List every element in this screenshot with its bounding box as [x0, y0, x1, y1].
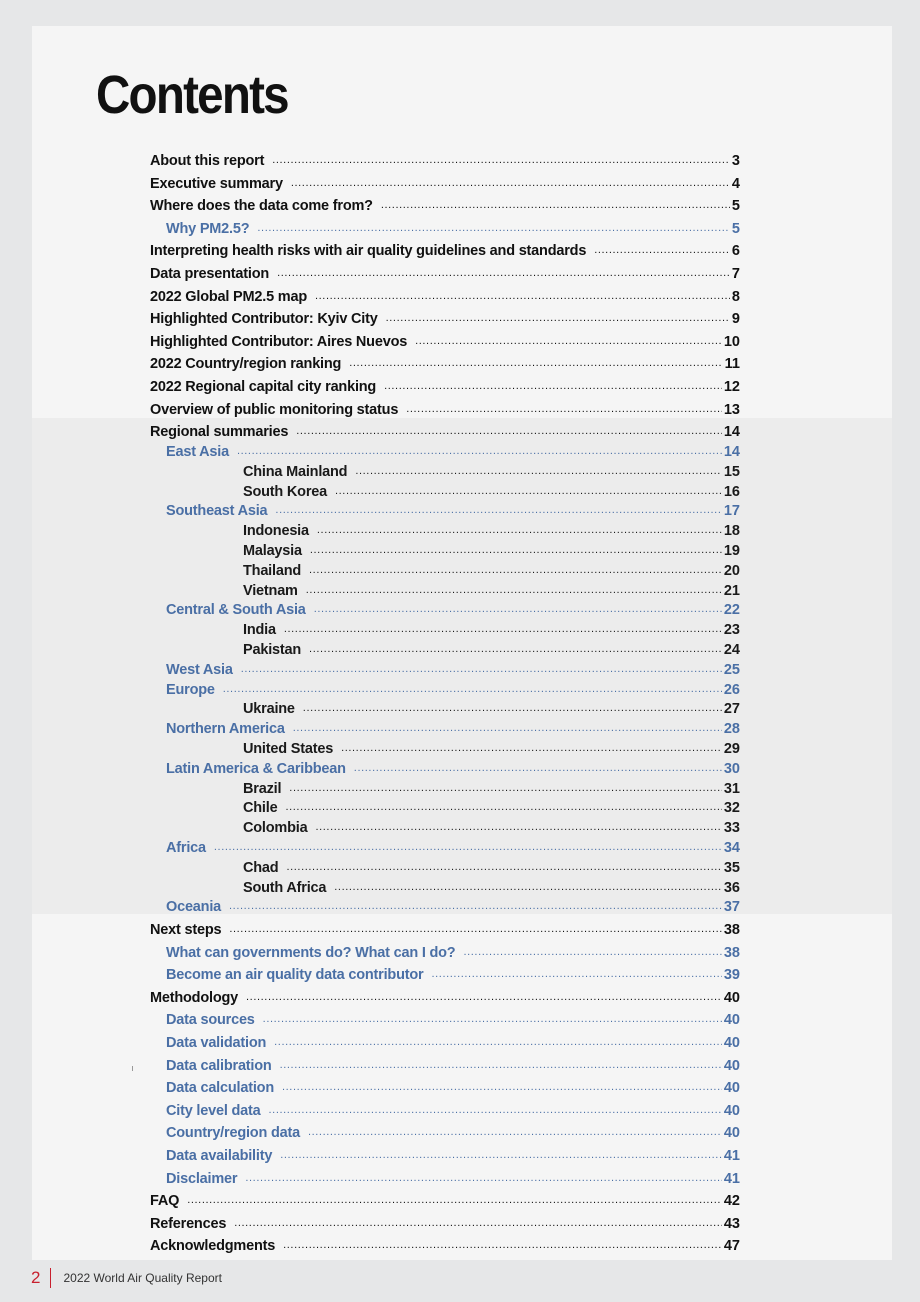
toc-entry-page: 27 — [723, 701, 740, 718]
toc-entry[interactable] — [150, 1099, 740, 1119]
toc-entry-label: Why PM2.5? — [166, 220, 250, 237]
toc-entry-page: 40 — [723, 1102, 740, 1119]
toc-leader-dots — [317, 524, 722, 536]
toc-leader-dots — [275, 504, 721, 516]
toc-leader-dots — [406, 403, 722, 415]
toc-entry-label: Brazil — [243, 780, 282, 797]
toc-entry-label: Methodology — [150, 989, 239, 1006]
page-number: 2 — [31, 1268, 41, 1287]
toc-entry-label: References — [150, 1215, 227, 1232]
toc-entry-page: 4 — [731, 175, 740, 192]
toc-entry-page: 8 — [731, 288, 740, 305]
toc-entry-page: 16 — [723, 483, 740, 500]
toc-entry-page: 24 — [723, 642, 740, 658]
toc-entry[interactable] — [150, 757, 740, 777]
toc-entry-label: Ukraine — [243, 701, 295, 718]
toc-entry[interactable] — [150, 519, 740, 539]
toc-entry[interactable] — [150, 856, 740, 876]
toc-leader-dots — [334, 881, 722, 893]
toc-leader-dots — [234, 1217, 722, 1229]
toc-entry-label: Latin America & Caribbean — [166, 760, 346, 777]
toc-entry[interactable] — [150, 1167, 740, 1187]
toc-entry-label: Pakistan — [243, 642, 302, 658]
toc-entry-label: Data sources — [166, 1012, 255, 1029]
toc-entry[interactable] — [150, 1121, 740, 1141]
toc-entry[interactable] — [150, 239, 740, 259]
toc-entry-page: 41 — [723, 1170, 740, 1187]
toc-entry-label: United States — [243, 741, 334, 757]
toc-entry-label: India — [243, 622, 276, 639]
toc-entry-label: Overview of public monitoring status — [150, 401, 399, 418]
toc-entry[interactable] — [150, 598, 740, 618]
toc-entry[interactable] — [150, 262, 740, 282]
toc-entry-label: What can governments do? What can I do? — [166, 944, 456, 961]
toc-entry-label: Next steps — [150, 922, 222, 938]
toc-entry-page: 9 — [731, 311, 740, 328]
toc-entry-label: 2022 Country/region ranking — [150, 356, 342, 373]
toc-leader-dots — [282, 1081, 722, 1093]
toc-entry[interactable] — [150, 963, 740, 983]
report-page — [32, 26, 892, 1260]
toc-entry-page: 17 — [723, 503, 740, 520]
toc-entry-page: 47 — [723, 1238, 740, 1255]
toc-entry-label: South Korea — [243, 483, 327, 500]
toc-entry-label: Data validation — [166, 1035, 267, 1051]
toc-entry-label: Africa — [166, 840, 206, 856]
toc-leader-dots — [306, 584, 722, 596]
toc-leader-dots — [314, 603, 722, 615]
toc-leader-dots — [384, 380, 722, 392]
toc-leader-dots — [263, 1013, 722, 1025]
toc-entry-label: Malaysia — [243, 543, 302, 559]
toc-entry-label: Northern America — [166, 721, 285, 738]
toc-entry-page: 10 — [723, 333, 740, 350]
toc-entry-label: East Asia — [166, 444, 229, 460]
page-footer — [31, 1266, 222, 1290]
toc-leader-dots — [285, 801, 721, 813]
toc-entry-label: Data availability — [166, 1148, 273, 1164]
toc-leader-dots — [309, 643, 722, 655]
toc-entry-label: About this report — [150, 153, 265, 169]
toc-entry-label: Country/region data — [166, 1125, 300, 1142]
toc-entry[interactable] — [150, 440, 740, 460]
toc-entry[interactable] — [150, 285, 740, 305]
toc-entry-label: Thailand — [243, 562, 302, 579]
toc-leader-dots — [274, 1036, 722, 1048]
toc-leader-dots — [284, 623, 722, 635]
toc-entry[interactable] — [150, 398, 740, 418]
toc-leader-dots — [272, 154, 730, 166]
toc-entry-page: 26 — [723, 681, 740, 698]
toc-entry-page: 28 — [723, 721, 740, 738]
toc-leader-dots — [291, 177, 730, 189]
toc-entry[interactable] — [150, 638, 740, 658]
toc-entry-page: 43 — [723, 1215, 740, 1232]
toc-leader-dots — [280, 1149, 722, 1161]
toc-entry-page: 21 — [723, 582, 740, 599]
toc-leader-dots — [381, 199, 730, 211]
toc-entry-page: 25 — [723, 661, 740, 678]
toc-leader-dots — [310, 544, 722, 556]
toc-entry-page: 40 — [723, 1012, 740, 1029]
toc-entry-page: 6 — [731, 243, 740, 260]
toc-entry[interactable] — [150, 1008, 740, 1028]
toc-leader-dots — [355, 465, 722, 477]
toc-entry-page: 11 — [724, 356, 740, 373]
toc-leader-dots — [245, 1172, 722, 1184]
toc-entry[interactable] — [150, 697, 740, 717]
toc-entry-page: 38 — [723, 944, 740, 961]
toc-entry-page: 19 — [723, 543, 740, 559]
toc-entry-page: 37 — [723, 899, 740, 916]
toc-leader-dots — [257, 222, 730, 234]
toc-entry-label: Data calculation — [166, 1080, 274, 1097]
toc-leader-dots — [187, 1194, 722, 1206]
toc-entry-label: Executive summary — [150, 175, 283, 192]
toc-leader-dots — [293, 722, 722, 734]
toc-entry-label: Highlighted Contributor: Aires Nuevos — [150, 333, 408, 350]
toc-leader-dots — [269, 1104, 722, 1116]
toc-entry[interactable] — [150, 796, 740, 816]
toc-leader-dots — [303, 702, 722, 714]
toc-entry-label: 2022 Global PM2.5 map — [150, 288, 307, 305]
toc-entry[interactable] — [150, 777, 740, 797]
toc-leader-dots — [315, 821, 721, 833]
toc-entry[interactable] — [150, 1031, 740, 1051]
toc-entry-page: 14 — [723, 444, 740, 460]
toc-entry-page: 35 — [723, 859, 740, 876]
toc-entry-label: Southeast Asia — [166, 503, 268, 520]
toc-entry-label: Indonesia — [243, 523, 309, 540]
toc-entry[interactable] — [150, 941, 740, 961]
toc-entry[interactable] — [150, 172, 740, 192]
toc-entry-label: Regional summaries — [150, 424, 289, 441]
toc-entry-label: Chile — [243, 800, 278, 817]
toc-leader-dots — [415, 335, 722, 347]
toc-leader-dots — [463, 946, 721, 958]
toc-entry[interactable] — [150, 717, 740, 737]
toc-leader-dots — [241, 663, 722, 675]
toc-entry-label: West Asia — [166, 661, 233, 678]
toc-entry-page: 41 — [723, 1148, 740, 1164]
toc-entry-page: 40 — [723, 1080, 740, 1097]
toc-entry[interactable] — [150, 460, 740, 480]
toc-entry-label: China Mainland — [243, 463, 348, 480]
toc-leader-dots — [315, 290, 730, 302]
toc-leader-dots — [237, 445, 722, 457]
toc-entry[interactable] — [150, 618, 740, 638]
toc-entry-label: Colombia — [243, 820, 308, 837]
toc-entry-page: 30 — [723, 760, 740, 777]
toc-entry[interactable] — [150, 737, 740, 757]
toc-entry-page: 7 — [731, 266, 740, 282]
toc-leader-dots — [309, 564, 722, 576]
toc-entry-label: Central & South Asia — [166, 602, 306, 619]
toc-entry-label: City level data — [166, 1102, 261, 1119]
toc-entry[interactable] — [150, 307, 740, 327]
toc-entry-page: 34 — [723, 840, 740, 856]
toc-leader-dots — [308, 1126, 722, 1138]
toc-leader-dots — [335, 485, 722, 497]
toc-entry-page: 18 — [723, 523, 740, 540]
margin-mark — [132, 1066, 133, 1071]
toc-entry-label: Where does the data come from? — [150, 198, 373, 215]
toc-entry-label: Interpreting health risks with air quality guidelines and standards — [150, 243, 587, 260]
toc-leader-dots — [431, 968, 721, 980]
toc-entry-label: Disclaimer — [166, 1170, 238, 1187]
toc-entry-page: 39 — [723, 967, 740, 984]
toc-leader-dots — [386, 312, 730, 324]
toc-entry[interactable] — [150, 539, 740, 559]
toc-leader-dots — [341, 742, 722, 754]
toc-entry-page: 40 — [723, 1035, 740, 1051]
toc-entry-page: 36 — [723, 879, 740, 896]
toc-entry[interactable] — [150, 330, 740, 350]
toc-entry-page: 40 — [723, 1125, 740, 1142]
toc-entry-label: Europe — [166, 681, 215, 698]
toc-entry-page: 38 — [723, 922, 740, 938]
toc-entry-label: Become an air quality data contributor — [166, 967, 424, 984]
toc-entry[interactable] — [150, 499, 740, 519]
toc-entry[interactable] — [150, 217, 740, 237]
toc-entry-label: Data presentation — [150, 266, 270, 282]
toc-entry[interactable] — [150, 658, 740, 678]
toc-leader-dots — [283, 1239, 722, 1251]
toc-entry[interactable] — [150, 1234, 740, 1254]
toc-entry[interactable] — [150, 836, 740, 856]
toc-leader-dots — [223, 683, 722, 695]
toc-entry[interactable] — [150, 1054, 740, 1074]
toc-entry-page: 23 — [723, 622, 740, 639]
toc-entry-page: 5 — [731, 198, 740, 215]
toc-leader-dots — [354, 762, 722, 774]
toc-entry-label: Chad — [243, 859, 279, 876]
toc-entry-page: 31 — [723, 780, 740, 797]
toc-entry[interactable] — [150, 986, 740, 1006]
toc-entry[interactable] — [150, 1212, 740, 1232]
toc-entry-page: 5 — [731, 220, 740, 237]
toc-entry-label: 2022 Regional capital city ranking — [150, 379, 377, 395]
toc-entry[interactable] — [150, 895, 740, 915]
toc-entry-page: 22 — [723, 602, 740, 619]
toc-leader-dots — [214, 841, 722, 853]
toc-entry-page: 3 — [731, 153, 740, 169]
toc-entry[interactable] — [150, 480, 740, 500]
toc-entry[interactable] — [150, 1076, 740, 1096]
toc-entry-page: 14 — [723, 424, 740, 441]
toc-entry-page: 15 — [723, 463, 740, 480]
toc-leader-dots — [229, 923, 722, 935]
toc-entry[interactable] — [150, 579, 740, 599]
toc-entry[interactable] — [150, 559, 740, 579]
toc-entry-page: 40 — [723, 989, 740, 1006]
toc-entry-page: 40 — [723, 1057, 740, 1074]
toc-leader-dots — [246, 991, 722, 1003]
toc-entry[interactable] — [150, 1144, 740, 1164]
toc-leader-dots — [277, 267, 730, 279]
toc-entry-page: 29 — [723, 741, 740, 757]
toc-entry-page: 33 — [723, 820, 740, 837]
toc-entry[interactable] — [150, 678, 740, 698]
report-name: 2022 World Air Quality Report — [63, 1271, 222, 1285]
footer-divider — [50, 1268, 51, 1288]
toc-entry-label: Acknowledgments — [150, 1238, 276, 1255]
toc-leader-dots — [286, 861, 721, 873]
toc-entry[interactable] — [150, 816, 740, 836]
toc-entry[interactable] — [150, 876, 740, 896]
toc-entry-page: 32 — [723, 800, 740, 817]
toc-entry[interactable] — [150, 918, 740, 938]
toc-entry-label: Data calibration — [166, 1057, 272, 1074]
toc-leader-dots — [349, 357, 722, 369]
toc-entry-label: FAQ — [150, 1193, 180, 1210]
page-title: Contents — [96, 65, 288, 125]
toc-entry[interactable] — [150, 149, 740, 169]
toc-entry-page: 13 — [723, 401, 740, 418]
toc-entry[interactable] — [150, 352, 740, 372]
toc-entry[interactable] — [150, 194, 740, 214]
toc-entry-label: Oceania — [166, 899, 222, 916]
toc-entry-label: Highlighted Contributor: Kyiv City — [150, 311, 378, 328]
toc-entry-page: 12 — [723, 379, 740, 395]
toc-entry[interactable] — [150, 375, 740, 395]
toc-entry[interactable] — [150, 420, 740, 440]
toc-entry-label: Vietnam — [243, 582, 298, 599]
toc-leader-dots — [296, 425, 722, 437]
toc-entry-page: 42 — [723, 1193, 740, 1210]
toc-entry[interactable] — [150, 1189, 740, 1209]
toc-entry-label: South Africa — [243, 879, 327, 896]
toc-leader-dots — [280, 1059, 722, 1071]
toc-leader-dots — [289, 782, 722, 794]
toc-leader-dots — [229, 900, 722, 912]
toc-entry-page: 20 — [723, 562, 740, 579]
toc-leader-dots — [594, 244, 730, 256]
